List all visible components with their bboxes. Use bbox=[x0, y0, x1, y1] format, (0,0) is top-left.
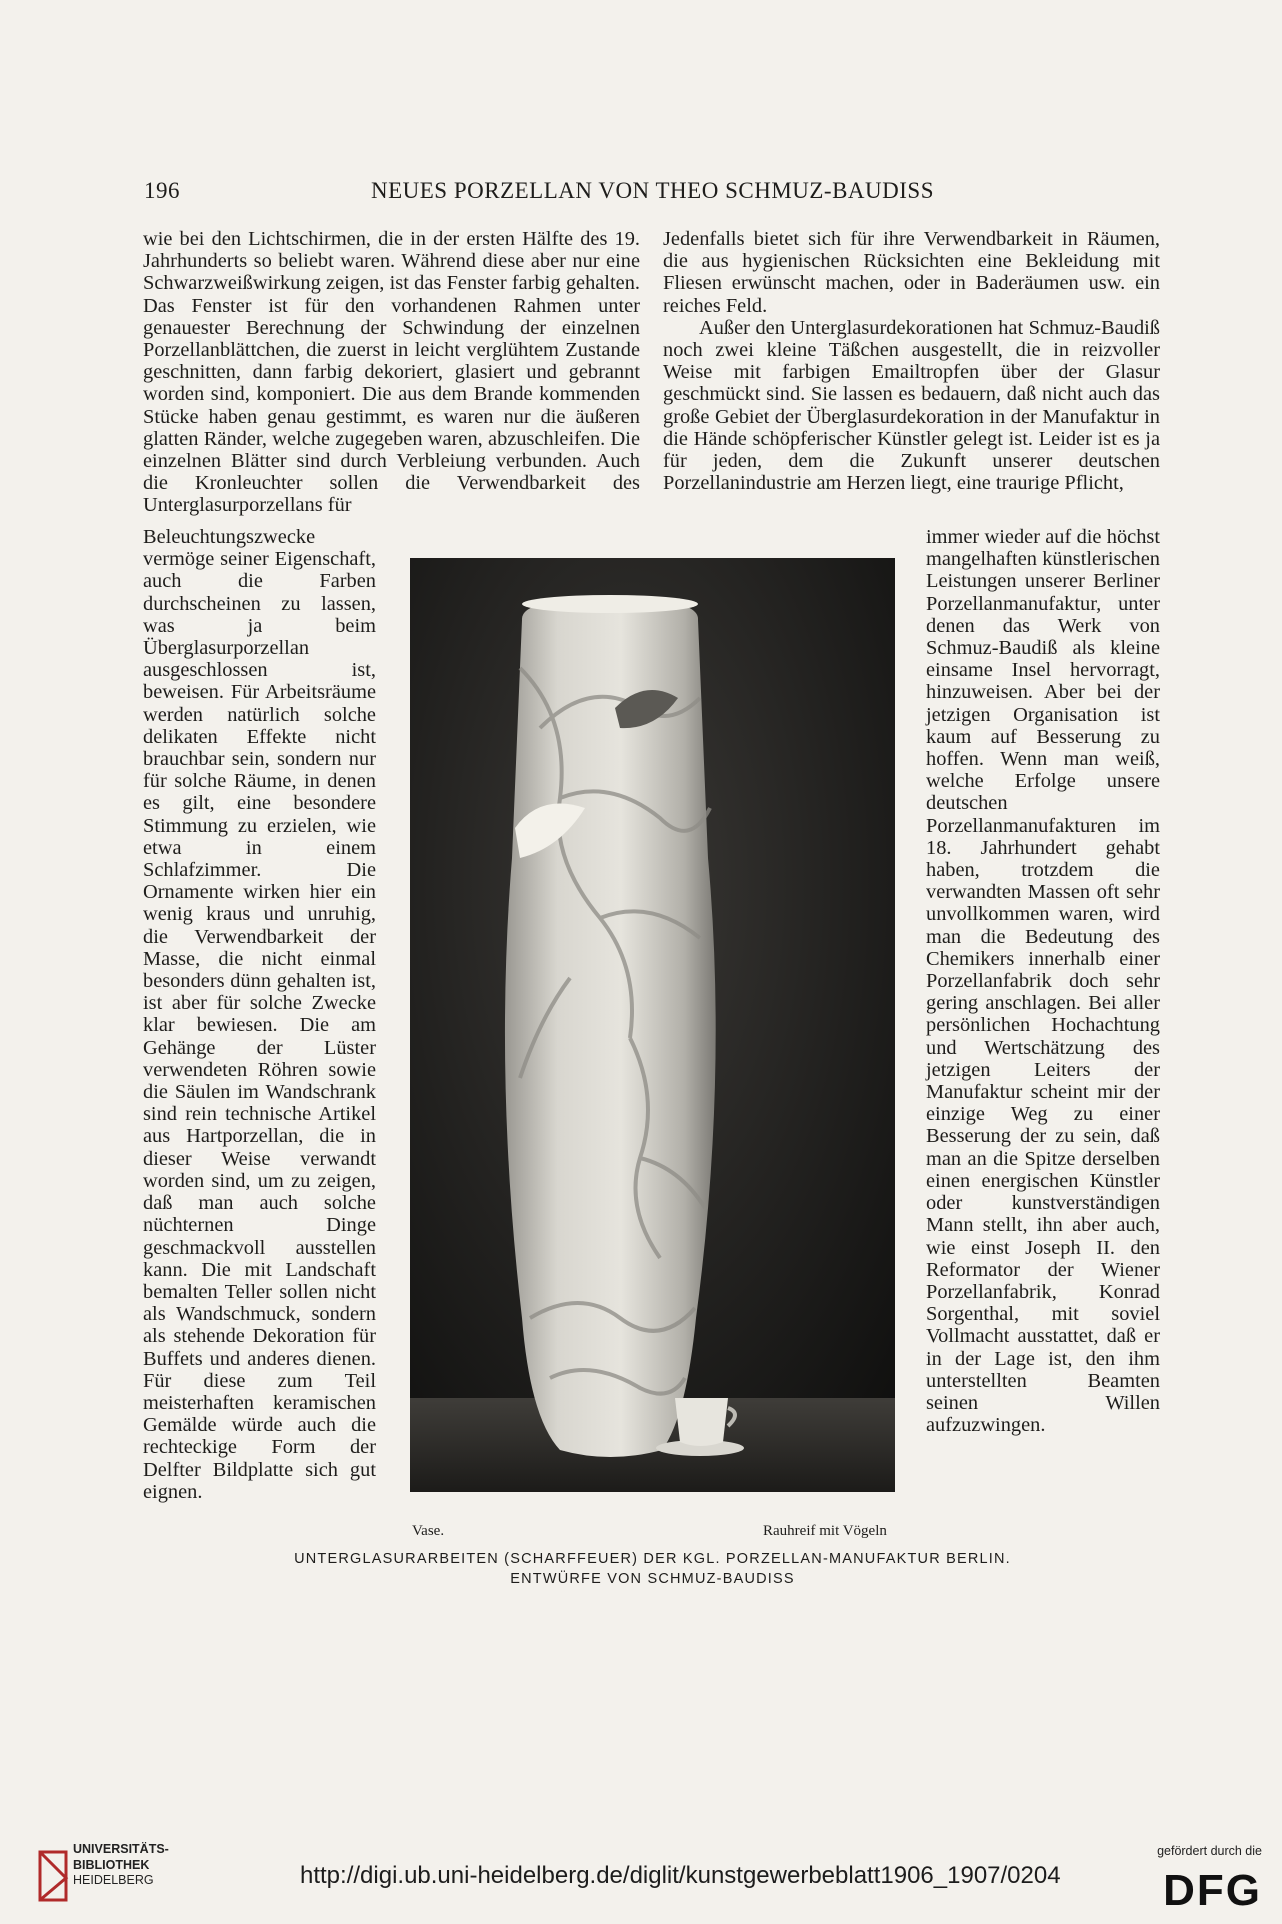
right-column-paragraph-continued: immer wieder auf die höchst mangelhaften künstlerischen Leistungen unserer Berliner Porzellanmanufaktur, unter denen das Werk von Schmuz-Baudiß als kleine einsame Insel hervorragt, hinzuweisen. Aber bei der jetzigen Organisation ist kaum auf Besserung zu hoffen. Wenn man weiß, welche Erfolge unsere deutschen Porzellanmanufakturen im 18. Jahrhundert gehabt haben, trotzdem die verwandten Massen oft sehr unvollkommen waren, wird man die Bedeutung des Chemikers innerhalb einer Porzellanfabrik doch sehr gering anschlagen. Bei aller persönlichen Hochachtung und Wertschätzung des jetzigen Leiters der Manufaktur scheint mir der einzige Weg zu einer Besserung der zu sein, daß man an die Spitze derselben einen energischen Künstler oder kunstverständigen Mann stellt, ihn aber auch, wie einst Joseph II. den Reformator der Wiener Porzellanfabrik, Konrad Sorgenthal, mit soviel Vollmacht ausstattet, daß er in der Lage ist, den ihm unterstellten Beamten seinen Willen aufzuzwingen. bbox=[926, 526, 1160, 1437]
figure-label-vase: Vase. bbox=[412, 1523, 445, 1539]
library-name bbox=[73, 1842, 169, 1889]
library-logo-icon bbox=[36, 1848, 70, 1904]
left-column-paragraph-continued: Beleuchtungszwecke vermöge seiner Eigenschaft, auch die Farben durchscheinen zu lassen, was ja beim Überglasurporzellan ausgeschlossen ist, beweisen. Für Arbeitsräume werden natürlich solche delikaten Effekte nicht brauchbar sein, sondern nur für solche Räume, in denen es gilt, eine besondere Stimmung zu erzielen, wie etwa in einem Schlafzimmer. Die Ornamente wirken hier ein wenig kraus und unruhig, die Verwendbarkeit der Masse, die nicht einmal besonders dünn gehalten ist, ist aber für solche Zwecke klar bewiesen. Die am Gehänge der Lüster verwendeten Röhren sowie die Säulen im Wandschrank sind rein technische Artikel aus Hartporzellan, die in dieser Weise verwandt worden sind, um zu zeigen, daß man auch solche nüchternen Dinge geschmackvoll ausstellen kann. Die mit Landschaft bemalten Teller sollen nicht als Wandschmuck, sondern als stehende Dekoration für Buffets und anderes dienen. Für diese zum Teil meisterhaften keramischen Gemälde würde auch die rechteckige Form der Delfter Bildplatte sich gut eignen. bbox=[143, 526, 376, 1503]
right-column-text-narrow bbox=[926, 526, 1160, 1436]
left-column-text-top bbox=[143, 228, 640, 517]
teacup bbox=[675, 1398, 728, 1446]
left-column-paragraph: wie bei den Lichtschirmen, die in der ersten Hälfte des 19. Jahrhunderts so beliebt waren. Während diese aber nur eine Schwarzweißwirkung zeigen, ist das Fenster farbig gehalten. Das Fenster ist für den vorhandenen Rahmen unter genauester Berechnung der Schwindung der einzelnen Porzellanblättchen, die zuerst in leicht verglühtem Zustande geschnitten, dann farbig dekoriert, glasiert und gebrannt worden sind, komponiert. Die aus dem Brande kommenden Stücke haben genau gestimmt, es waren nur die äußeren glatten Ränder, welche zugegeben waren, abzuschleifen. Die einzelnen Blätter sind durch Verbleiung verbunden. Auch die Kronleuchter sollen die Verwendbarkeit des Unterglasurporzellans für bbox=[143, 228, 640, 517]
source-url-link[interactable]: http://digi.ub.uni-heidelberg.de/diglit/kunstgewerbeblatt1906_1907/0204 bbox=[300, 1862, 1061, 1889]
running-title: NEUES PORZELLAN VON THEO SCHMUZ-BAUDISS bbox=[370, 178, 934, 203]
digitization-footer bbox=[0, 1838, 1282, 1924]
vase-body bbox=[505, 598, 716, 1457]
figure-caption-line-2: ENTWÜRFE VON SCHMUZ-BAUDISS bbox=[510, 1571, 795, 1587]
vase-photo-drawing bbox=[410, 558, 895, 1492]
library-name-line-2: BIBLIOTHEK bbox=[73, 1857, 150, 1872]
vase-photograph bbox=[410, 558, 895, 1492]
figure-label-motif: Rauhreif mit Vögeln bbox=[763, 1523, 887, 1539]
figure-caption-line-1: UNTERGLASURARBEITEN (SCHARFFEUER) DER KGL. PORZELLAN-MANUFAKTUR BERLIN. bbox=[294, 1551, 1011, 1567]
vase-rim bbox=[522, 595, 698, 613]
running-head bbox=[140, 178, 1165, 208]
right-column-text-top bbox=[663, 228, 1160, 494]
library-name-line-3: HEIDELBERG bbox=[73, 1873, 154, 1887]
page-number: 196 bbox=[144, 178, 180, 203]
dfg-logo: DFG bbox=[1163, 1866, 1262, 1915]
funding-note: gefördert durch die bbox=[1157, 1844, 1262, 1858]
right-column-paragraph-2: Außer den Unterglasurdekorationen hat Schmuz-Baudiß noch zwei kleine Täßchen ausgestellt, die in reizvoller Weise mit farbigen Emailtropfen über der Glasur geschmückt sind. Sie lassen es bedauern, daß nicht auch das große Gebiet der Überglasurdekoration in der Manufaktur in die Hände schöpferischer Künstler gelegt ist. Leider ist es ja für jeden, dem die Zukunft unserer deutschen Porzellanindustrie am Herzen liegt, eine traurige Pflicht, bbox=[663, 316, 1160, 495]
right-column-paragraph-1: Jedenfalls bietet sich für ihre Verwendbarkeit in Räumen, die aus hygienischen Rücksichten eine Bekleidung mit Fliesen erwünscht machen, oder in Baderäumen usw. ein reiches Feld. bbox=[663, 228, 1160, 317]
library-name-line-1: UNIVERSITÄTS- bbox=[73, 1842, 169, 1856]
left-column-text-narrow bbox=[143, 526, 376, 1503]
